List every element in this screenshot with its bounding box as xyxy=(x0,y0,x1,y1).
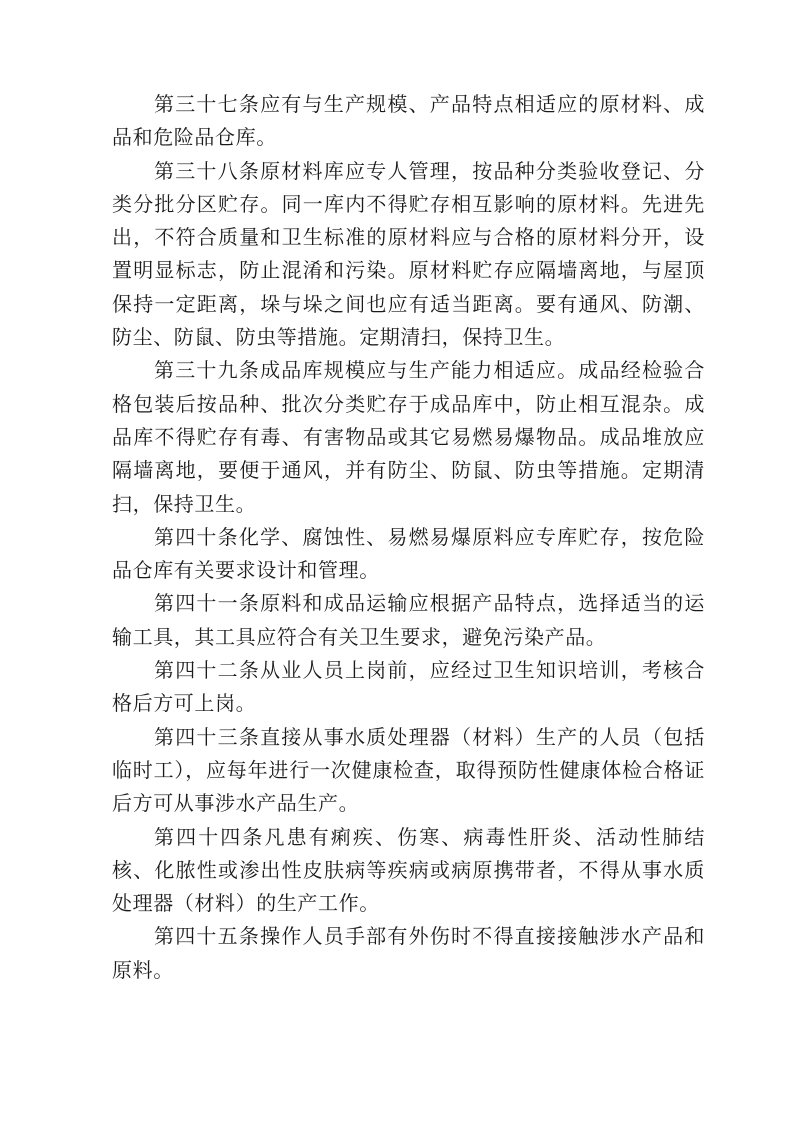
article-42: 第四十二条从业人员上岗前，应经过卫生知识培训，考核合格后方可上岗。 xyxy=(112,658,705,716)
article-40: 第四十条化学、腐蚀性、易燃易爆原料应专库贮存，按危险品仓库有关要求设计和管理。 xyxy=(112,524,705,583)
article-45: 第四十五条操作人员手部有外伤时不得直接接触涉水产品和原料。 xyxy=(112,924,705,982)
document-page xyxy=(112,88,705,987)
article-38: 第三十八条原材料库应专人管理，按品种分类验收登记、分类分批分区贮存。同一库内不得贮存相互影响的原材料。先进先出，不符合质量和卫生标准的原材料应与合格的原材料分开，设置明显标志，防止混淆和污染。原材料贮存应隔墙离地，与屋顶保持一定距离，垛与垛之间也应有适当距离。要有通风、防潮、防尘、防鼠、防虫等措施。定期清扫，保持卫生。 xyxy=(112,158,705,350)
article-43: 第四十三条直接从事水质处理器（材料）生产的人员（包括临时工），应每年进行一次健康检查，取得预防性健康体检合格证后方可从事涉水产品生产。 xyxy=(112,724,705,816)
article-44: 第四十四条凡患有痢疾、伤寒、病毒性肝炎、活动性肺结核、化脓性或渗出性皮肤病等疾病或病原携带者，不得从事水质处理器（材料）的生产工作。 xyxy=(112,824,705,916)
article-39: 第三十九条成品库规模应与生产能力相适应。成品经检验合格包装后按品种、批次分类贮存于成品库中，防止相互混杂。成品库不得贮存有毒、有害物品或其它易燃易爆物品。成品堆放应隔墙离地，要便于通风，并有防尘、防鼠、防虫等措施。定期清扫，保持卫生。 xyxy=(112,358,705,516)
article-37: 第三十七条应有与生产规模、产品特点相适应的原材料、成品和危险品仓库。 xyxy=(112,92,705,150)
article-41: 第四十一条原料和成品运输应根据产品特点，选择适当的运输工具，其工具应符合有关卫生要求，避免污染产品。 xyxy=(112,591,705,649)
